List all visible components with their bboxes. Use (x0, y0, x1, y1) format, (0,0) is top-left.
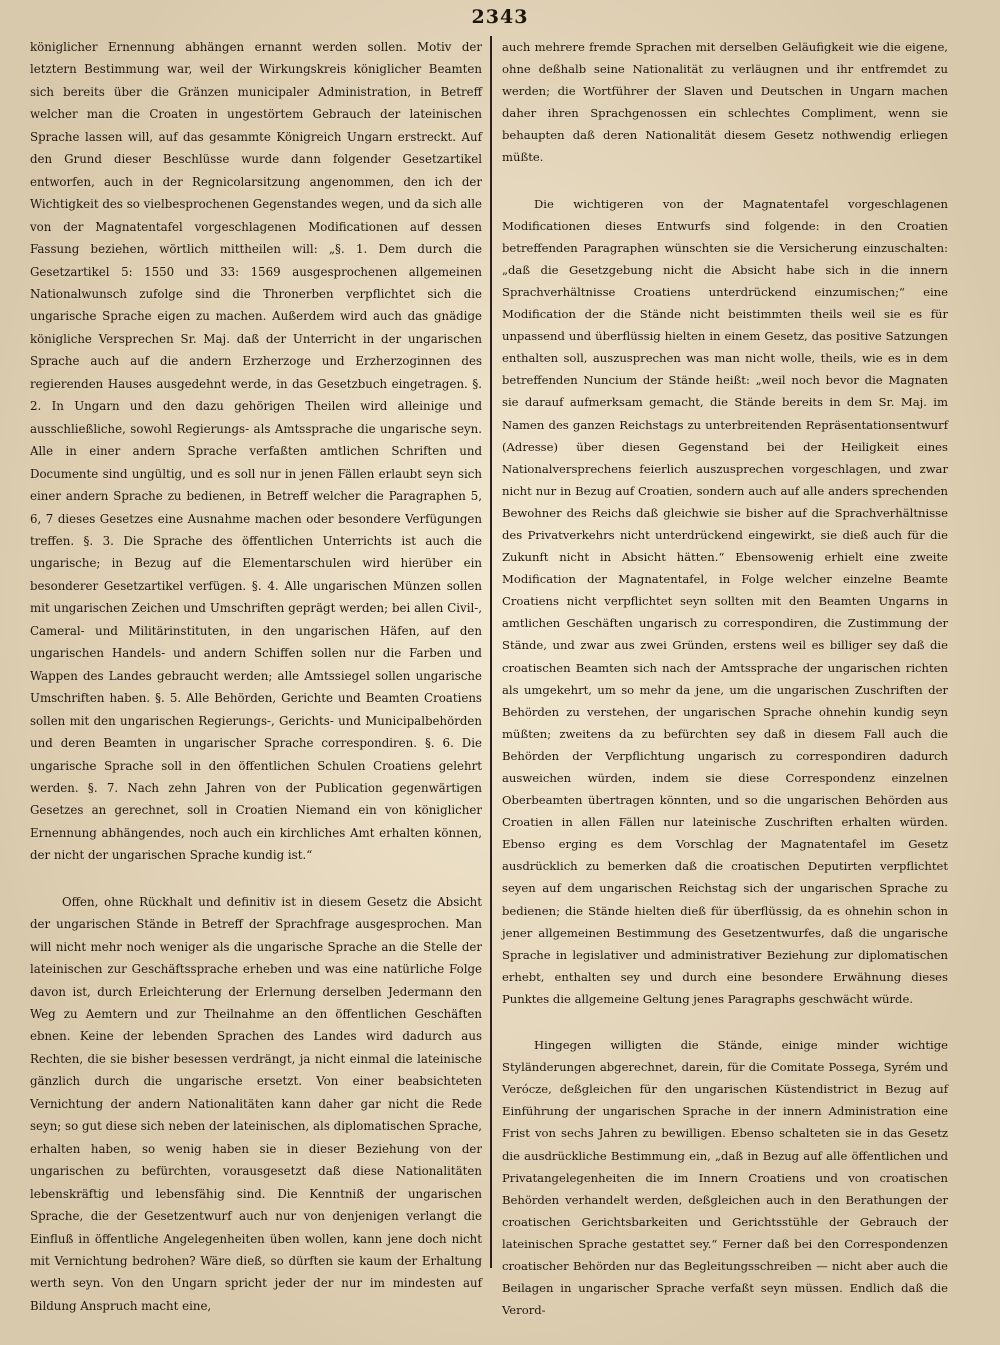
left-column (30, 36, 482, 1317)
paragraph-gap (502, 1010, 948, 1034)
column-divider (490, 36, 492, 1268)
right-paragraph-2: Die wichtigeren von der Magnatentafel vorgeschlagenen Modificationen dieses Entwurfs sind folgende: in den Croatien betreffenden Paragraphen wünschten sie die Versicherung einzuschalten: „daß die Gesetzgebung nicht die Absicht habe sich in die innern Sprachverhältnisse Croatiens unterdrückend einzumischen;“ eine Modification der die Stände nicht beistimmten theils weil sie es für unpassend und überflüssig hielten in einem Gesetz, das positive Satzungen enthalten soll, auszusprechen was man nicht wolle, theils, wie es in dem betreffenden Nuncium der Stände heißt: „weil noch bevor die Magnaten sie darauf aufmerksam gemacht, die Stände bereits in dem Sr. Maj. im Namen des ganzen Reichstags zu unterbreitenden Repräsentationsentwurf (Adresse) über diesen Gegenstand bei der Heiligkeit eines Nationalversprechens feierlich auszusprechen vorgeschlagen, und zwar nicht nur in Bezug auf Croatien, sondern auch auf alle anders sprechenden Bewohner des Reichs daß gleichwie sie bisher auf die Sprachverhältnisse des Privatverkehrs nicht unterdrückend eingewirkt, sie dieß auch für die Zukunft nicht in Absicht hätten.“ Ebensowenig erhielt eine zweite Modification der Magnatentafel, in Folge welcher einzelne Beamte Croatiens nicht verpflichtet seyn sollten mit den Beamten Ungarns in amtlichen Geschäften ungarisch zu correspondiren, die Zustimmung der Stände, und zwar aus zwei Gründen, erstens weil es billiger sey daß die croatischen Beamten sich nach der Amtssprache der ungarischen richten als umgekehrt, um so mehr da jene, um die ungarischen Zuschriften der Behörden zu verstehen, der ungarischen Sprache ohnehin kundig seyn müßten; zweitens da zu befürchten sey daß in diesem Fall auch die Behörden der Verpflichtung ungarisch zu correspondiren dadurch ausweichen würden, indem sie diese Correspondenz einzelnen Oberbeamten übertragen könnten, und so die ungarischen Behörden aus Croatien in allen Fällen nur lateinische Zuschriften erhalten würden. Ebenso erging es dem Vorschlag der Magnatentafel im Gesetz ausdrücklich zu bemerken daß die croatischen Deputirten verpflichtet seyen auf dem ungarischen Reichstag sich der ungarischen Sprache zu bedienen; die Stände hielten dieß für überflüssig, da es ohnehin schon in jener allgemeinen Bestimmung des Gesetzentwurfes, daß die ungarische Sprache in legislativer und administrativer Beziehung zur diplomatischen erhebt, enthalten sey und durch eine besondere Erwähnung dieses Punktes die allgemeine Geltung jenes Paragraphs geschwächt würde. (502, 196, 948, 1006)
page-number: 2343 (471, 6, 529, 28)
paragraph-gap (30, 867, 482, 891)
left-paragraph-1: königlicher Ernennung abhängen ernannt werden sollen. Motiv der letztern Bestimmung war, weil der Wirkungskreis königlicher Beamten sich bereits über die Gränzen municipaler Administration, in Betreff welcher man die Croaten in ungestörtem Gebrauch der lateinischen Sprache lassen will, auf das gesammte Königreich Ungarn erstreckt. Auf den Grund dieser Beschlüsse wurde dann folgender Gesetzartikel entworfen, auch in der Regnicolarsitzung angenommen, den ich der Wichtigkeit des so vielbesprochenen Gegenstandes wegen, und da sich alle von der Magnatentafel vorgeschlagenen Modificationen auf dessen Fassung beziehen, wörtlich mittheilen will: „§. 1. Dem durch die Gesetzartikel 5: 1550 und 33: 1569 ausgesprochenen allgemeinen Nationalwunsch zufolge sind die Thronerben verpflichtet sich die ungarische Sprache eigen zu machen. Außerdem wird auch das gnädige königliche Versprechen Sr. Maj. daß der Unterricht in der ungarischen Sprache auch auf die andern Erzherzoge und Erzherzoginnen des regierenden Hauses ausgedehnt werde, in das Gesetzbuch eingetragen. §. 2. In Ungarn und den dazu gehörigen Theilen wird alleinige und ausschließliche, sowohl Regierungs- als Amtssprache die ungarische seyn. Alle in einer andern Sprache verfaßten amtlichen Schriften und Documente sind ungültig, und es soll nur in jenen Fällen erlaubt seyn sich einer andern Sprache zu bedienen, in Betreff welcher die Paragraphen 5, 6, 7 dieses Gesetzes eine Ausnahme machen oder besondere Verfügungen treffen. §. 3. Die Sprache des öffentlichen Unterrichts ist auch die ungarische; in Bezug auf die Elementarschulen wird hierüber ein besonderer Gesetzartikel verfügen. §. 4. Alle ungarischen Münzen sollen mit ungarischen Zeichen und Umschriften geprägt werden; bei allen Civil-, Cameral- und Militärinstituten, in den ungarischen Häfen, auf den ungarischen Handels- und andern Schiffen sollen nur die Farben und Wappen des Landes gebraucht werden; alle Amtssiegel sollen ungarische Umschriften haben. §. 5. Alle Behörden, Gerichte und Beamten Croatiens sollen mit den ungarischen Regierungs-, Gerichts- und Municipalbehörden und deren Beamten in ungarischer Sprache correspondiren. §. 6. Die ungarische Sprache soll in den öffentlichen Schulen Croatiens gelehrt werden. §. 7. Nach zehn Jahren von der Publication gegenwärtigen Gesetzes an gerechnet, soll in Croatien Niemand ein von königlicher Ernennung abhängendes, noch auch ein kirchliches Amt erhalten können, der nicht der ungarischen Sprache kundig ist.“ (30, 40, 482, 863)
right-column (502, 36, 948, 1321)
paragraph-gap (502, 169, 948, 193)
left-paragraph-2: Offen, ohne Rückhalt und definitiv ist in diesem Gesetz die Absicht der ungarischen Stände in Betreff der Sprachfrage ausgesprochen. Man will nicht mehr noch weniger als die ungarische Sprache an die Stelle der lateinischen zur Geschäftssprache erheben und was eine natürliche Folge davon ist, durch Erleichterung der Erlernung derselben Jedermann den Weg zu Aemtern und zur Theilnahme an den öffentlichen Geschäften ebnen. Keine der lebenden Sprachen des Landes wird dadurch aus Rechten, die sie bisher besessen verdrängt, ja nicht einmal die lateinische gänzlich durch die ungarische ersetzt. Von einer beabsichteten Vernichtung der andern Nationalitäten kann daher gar nicht die Rede seyn; so gut diese sich neben der lateinischen, als diplomatischen Sprache, erhalten haben, so wenig haben sie in dieser Beziehung von der ungarischen zu befürchten, vorausgesetzt daß diese Nationalitäten lebenskräftig und lebensfähig sind. Die Kenntniß der ungarischen Sprache, die der Gesetzentwurf auch nur von denjenigen verlangt die Einfluß in öffentliche Angelegenheiten üben wollen, kann jene doch nicht mit Vernichtung bedrohen? Wäre dieß, so dürften sie kaum der Erhaltung werth seyn. Von den Ungarn spricht jeder der nur im mindesten auf Bildung Anspruch macht eine, (30, 894, 482, 1313)
right-paragraph-1: auch mehrere fremde Sprachen mit derselben Geläufigkeit wie die eigene, ohne deßhalb seine Nationalität zu verläugnen und ihr entfremdet zu werden; die Wortführer der Slaven und Deutschen in Ungarn machen daher ihren Sprachgenossen ein schlechtes Compliment, wenn sie behaupten daß deren Nationalität diesem Gesetz nothwendig erliegen müßte. (502, 40, 948, 165)
right-paragraph-3: Hingegen willigten die Stände, einige minder wichtige Styländerungen abgerechnet, darein, für die Comitate Possega, Syrém und Verócze, deßgleichen für den ungarischen Küstendistrict in Bezug auf Einführung der ungarischen Sprache in der innern Administration eine Frist von sechs Jahren zu bewilligen. Ebenso schalteten sie in das Gesetz die ausdrückliche Bestimmung ein, „daß in Bezug auf alle öffentlichen und Privatangelegenheiten die im Innern Croatiens und von croatischen Behörden verhandelt werden, deßgleichen auch in den Berathungen der croatischen Gerichtsbarkeiten und Gerichtsstühle der Gebrauch der lateinischen Sprache gestattet sey.“ Ferner daß bei den Correspondenzen croatischer Behörden nur das Begleitungsschreiben — nicht aber auch die Beilagen in ungarischer Sprache verfaßt seyn müssen. Endlich daß die Verord- (502, 1038, 948, 1318)
